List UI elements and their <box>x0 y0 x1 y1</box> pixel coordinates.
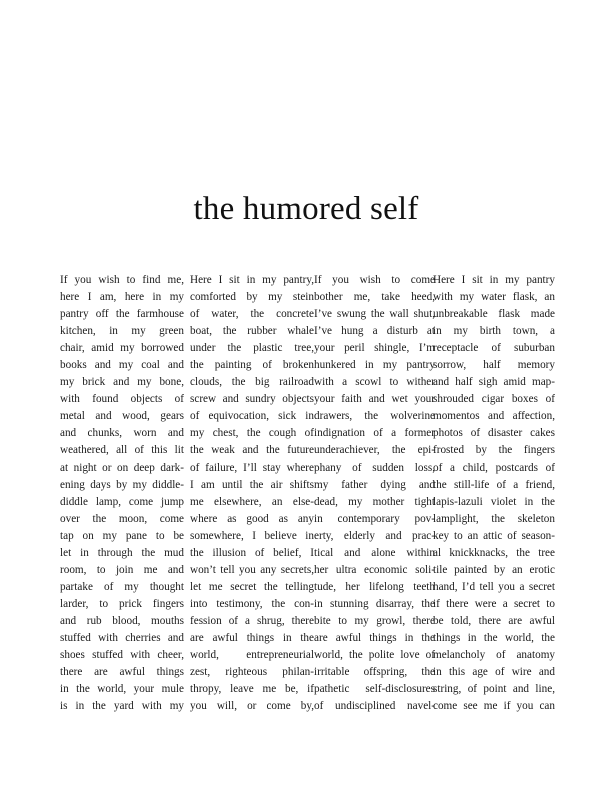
text-line: diddle lamp, come jump <box>60 495 184 508</box>
text-line: pantry off the farmhouse <box>60 308 184 321</box>
text-line: shoes stuffed with cheer, <box>60 649 184 662</box>
text-line: my brick and my bone, <box>60 376 184 389</box>
text-line: of water, the concrete <box>190 308 314 321</box>
text-line: boat, the rubber whale <box>190 325 314 338</box>
text-line: bite to my growl, there <box>314 614 435 627</box>
text-column-2 <box>190 272 314 715</box>
text-line: be told, there are awful <box>433 614 555 627</box>
text-line: lamplight, the skeleton <box>433 512 555 525</box>
text-line: pathetic self-disclosures <box>314 683 435 696</box>
page-title: the humored self <box>193 191 419 227</box>
text-line: the still-life of a friend, <box>433 478 555 491</box>
text-line: tile painted by an erotic <box>433 563 555 576</box>
text-line: If you wish to find me, <box>60 274 184 286</box>
text-line: of undisciplined navel- <box>314 700 435 713</box>
text-line: over the moon, come <box>60 512 184 525</box>
text-line: my father dying and <box>314 478 435 491</box>
text-line: if there were a secret to <box>433 597 555 610</box>
text-line: shrouded cigar boxes of <box>433 393 555 406</box>
text-line: erty, elderly and prac- <box>314 529 435 542</box>
text-line: Here I sit in my pantry, <box>190 274 314 286</box>
text-line: stuffed with cherries and <box>60 631 184 644</box>
text-line: books and my coal and <box>60 359 184 372</box>
text-column-4 <box>433 272 555 715</box>
text-line: underachiever, the epi- <box>314 444 435 457</box>
text-line: in contemporary pov- <box>314 512 435 525</box>
text-line: of a child, postcards of <box>433 461 555 474</box>
text-line: won’t tell you any secrets, <box>190 563 314 576</box>
text-line: into testimony, the con- <box>190 597 314 610</box>
text-line: here I am, here in my <box>60 291 184 304</box>
text-line: at night or on deep dark- <box>60 461 184 474</box>
text-line: If you wish to come <box>314 274 435 286</box>
text-line: key to an attic of season- <box>433 529 555 542</box>
text-line: al knickknacks, the tree <box>433 546 555 559</box>
text-line: tap on my pane to be <box>60 529 184 542</box>
text-line: comforted by my stein <box>190 291 314 304</box>
text-line: chair, amid my borrowed <box>60 342 184 355</box>
text-line: I’ve swung the wall shut, <box>314 308 435 321</box>
text-line: and chunks, worn and <box>60 427 184 440</box>
text-line: things in the world, the <box>433 631 555 644</box>
text-line: her ultra economic soli- <box>314 563 435 576</box>
text-line: you will, or come by, <box>190 700 314 713</box>
text-line: world, entrepreneurial <box>190 649 314 662</box>
text-line: kitchen, in my green <box>60 325 184 338</box>
text-line: weathered, all of this lit <box>60 444 184 457</box>
text-column-3 <box>314 272 435 715</box>
text-line: phany of sudden loss, <box>314 461 435 474</box>
text-line: bother me, take heed, <box>314 291 435 304</box>
text-line: under the plastic tree, <box>190 342 314 355</box>
text-line: and half sigh amid map- <box>433 376 555 389</box>
text-line: momentos and affection, <box>433 410 555 423</box>
text-line: room, to join me and <box>60 563 184 576</box>
text-line: larder, to prick fingers <box>60 597 184 610</box>
text-line: tude, her lifelong teeth <box>314 580 435 593</box>
text-line: of equivocation, sick in <box>190 410 314 423</box>
text-line: the weak and the future <box>190 444 314 457</box>
text-line: ening days by my diddle- <box>60 478 184 491</box>
text-line: receptacle of suburban <box>433 342 555 355</box>
text-line: frosted by the fingers <box>433 444 555 457</box>
text-column-1 <box>60 272 184 715</box>
text-line: in the world, your mule <box>60 683 184 696</box>
text-line: there are awful things <box>60 666 184 679</box>
text-line: zest, righteous philan- <box>190 666 314 679</box>
text-line: my chest, the cough of <box>190 427 314 440</box>
text-line: dead, my mother tight <box>314 495 435 508</box>
text-line: with a scowl to wither <box>314 376 435 389</box>
text-line: metal and wood, gears <box>60 410 184 423</box>
text-line: world, the polite love of <box>314 649 435 662</box>
text-line: thropy, leave me be, if <box>190 683 314 696</box>
text-line: let in through the mud <box>60 546 184 559</box>
text-line: are awful things in the <box>314 631 435 644</box>
text-line: the illusion of belief, I <box>190 546 314 559</box>
text-line: indignation of a former <box>314 427 435 440</box>
text-line: string, of point and line, <box>433 683 555 696</box>
text-line: with my water flask, an <box>433 291 555 304</box>
text-line: where as good as any <box>190 512 314 525</box>
text-line: with found objects of <box>60 393 184 406</box>
text-line: your faith and wet your <box>314 393 435 406</box>
text-line: the painting of broken <box>190 359 314 372</box>
text-line: I’ve hung a disturb at <box>314 325 435 338</box>
text-line: your peril shingle, I’m <box>314 342 435 355</box>
text-line: and rub blood, mouths <box>60 614 184 627</box>
text-line: sorrow, half memory <box>433 359 555 372</box>
text-line: fession of a shrug, there <box>190 614 314 627</box>
text-line: I am until the air shifts <box>190 478 314 491</box>
text-line: melancholy of anatomy <box>433 649 555 662</box>
text-line: are awful things in the <box>190 631 314 644</box>
text-line: tical and alone within <box>314 546 435 559</box>
text-line: partake of my thought <box>60 580 184 593</box>
text-line: in my birth town, a <box>433 325 555 338</box>
text-line: is in the yard with my <box>60 700 184 713</box>
text-line: somewhere, I believe in <box>190 529 314 542</box>
text-line: come see me if you can <box>433 700 555 713</box>
text-line: clouds, the big railroad <box>190 376 314 389</box>
text-line: me elsewhere, an else- <box>190 495 314 508</box>
text-line: photos of disaster cakes <box>433 427 555 440</box>
text-line: of failure, I’ll stay where <box>190 461 314 474</box>
text-line: in this age of wire and <box>433 666 555 679</box>
text-line: hunkered in my pantry <box>314 359 435 372</box>
text-line: unbreakable flask made <box>433 308 555 321</box>
text-line: drawers, the wolverine <box>314 410 435 423</box>
text-line: screw and sundry objects <box>190 393 314 406</box>
text-line: Here I sit in my pantry <box>433 274 555 286</box>
text-line: lapis-lazuli violet in the <box>433 495 555 508</box>
text-line: irritable offspring, the <box>314 666 435 679</box>
text-line: let me secret the telling <box>190 580 314 593</box>
text-line: in stunning disarray, the <box>314 597 435 610</box>
text-line: hand, I’d tell you a secret <box>433 580 555 593</box>
